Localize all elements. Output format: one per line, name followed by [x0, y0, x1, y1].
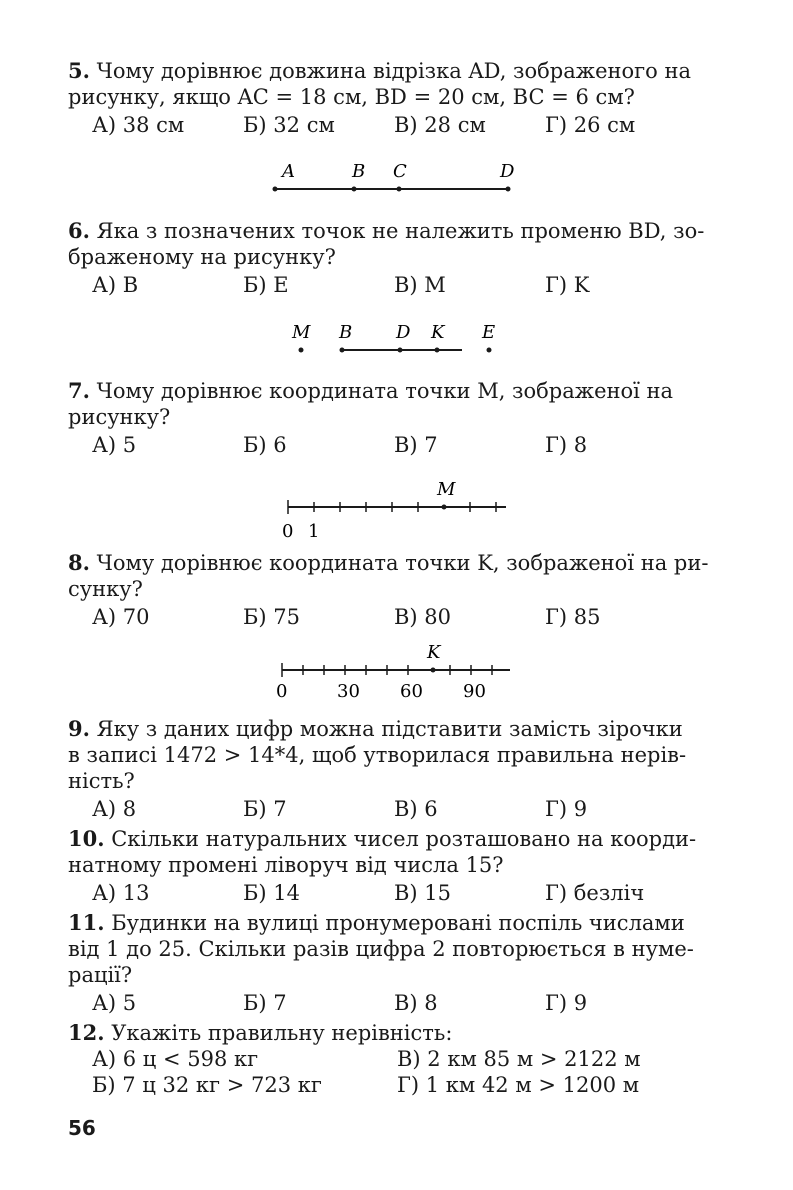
question-text: Чому дорівнює довжина відрізка AD, зображеного на [96, 59, 691, 83]
point-label-a: A [282, 161, 295, 182]
question-text: браженому на рисунку? [68, 245, 336, 269]
question-text: Яка з позначених точок не належить променю BD, зо- [96, 219, 705, 243]
question-text: Укажіть правильну нерівність: [111, 1021, 453, 1045]
point-label-k: K [431, 322, 445, 343]
answer-options-9 [92, 796, 720, 822]
question-10 [68, 826, 720, 878]
point-label-e: E [482, 322, 496, 343]
option-c: В) 2 км 85 м > 2122 м [397, 1047, 641, 1071]
point-label-m: M [292, 322, 311, 343]
tick-label-0: 0 [282, 521, 294, 542]
question-8 [68, 550, 720, 602]
question-number: 9. [68, 716, 90, 741]
option-b: Б) 32 см [243, 113, 335, 137]
option-d: Г) 8 [545, 433, 588, 457]
question-text: Скільки натуральних чисел розташовано на коорди- [111, 827, 697, 851]
option-a: А) 5 [92, 991, 137, 1015]
point-label-d: D [500, 161, 515, 182]
answer-options-5 [92, 112, 720, 138]
option-b: Б) 14 [243, 881, 301, 905]
tick-label-0: 0 [276, 681, 288, 702]
answer-options-11 [92, 990, 720, 1016]
option-d: Г) 9 [545, 991, 588, 1015]
page-content [68, 58, 720, 1098]
option-a: А) 8 [92, 797, 137, 821]
option-b: Б) 7 ц 32 кг > 723 кг [92, 1073, 322, 1097]
question-text: в записі 1472 > 14*4, щоб утворилася правильна нерів- [68, 743, 687, 767]
option-b: Б) 75 [243, 605, 301, 629]
option-d: Г) 26 см [545, 113, 636, 137]
option-a: А) 38 см [92, 113, 185, 137]
option-a: А) 6 ц < 598 кг [92, 1047, 259, 1071]
option-c: В) 28 см [394, 113, 486, 137]
tick-label-30: 30 [337, 681, 360, 702]
question-6 [68, 218, 720, 270]
option-b: Б) 6 [243, 433, 287, 457]
question-5 [68, 58, 720, 110]
option-d: Г) безліч [545, 881, 645, 905]
question-11 [68, 910, 720, 988]
ray-figure-6 [68, 298, 720, 372]
option-d: Г) 9 [545, 797, 588, 821]
question-text: Будинки на вулиці пронумеровані поспіль числами [111, 911, 685, 935]
question-number: 11. [68, 910, 105, 935]
answer-options-7 [92, 432, 720, 458]
question-text: від 1 до 25. Скільки разів цифра 2 повторюється в нуме- [68, 937, 694, 961]
point-label-b: B [352, 161, 366, 182]
option-a: А) 13 [92, 881, 150, 905]
option-b: Б) 7 [243, 991, 287, 1015]
tick-label-60: 60 [400, 681, 423, 702]
segment-figure-5 [68, 138, 720, 210]
answer-options-12 [92, 1046, 720, 1098]
point-label-c: C [393, 161, 407, 182]
point-label-b: B [339, 322, 353, 343]
option-c: В) 6 [394, 797, 438, 821]
tick-label-90: 90 [463, 681, 486, 702]
question-9 [68, 716, 720, 794]
option-b: Б) 7 [243, 797, 287, 821]
question-number: 8. [68, 550, 90, 575]
tick-label-1: 1 [308, 521, 320, 542]
number-ray-figure-7 [68, 458, 720, 542]
option-c: В) 80 [394, 605, 452, 629]
option-d: Г) 85 [545, 605, 601, 629]
question-text: рисунку, якщо AC = 18 см, BD = 20 см, BC = 6 см? [68, 85, 635, 109]
point-label-d: D [396, 322, 411, 343]
question-text: сунку? [68, 577, 143, 601]
number-ray-figure-8 [68, 630, 720, 706]
option-a: А) B [92, 273, 139, 297]
question-12 [68, 1020, 720, 1046]
page-number: 56 [68, 1116, 96, 1140]
option-a: А) 70 [92, 605, 150, 629]
point-label-m: M [437, 479, 456, 500]
question-text: Чому дорівнює координата точки K, зображеної на ри- [96, 551, 709, 575]
question-text: ність? [68, 769, 135, 793]
question-number: 10. [68, 826, 105, 851]
question-number: 6. [68, 218, 90, 243]
option-d: Г) 1 км 42 м > 1200 м [397, 1073, 640, 1097]
question-text: Яку з даних цифр можна підставити замість зірочки [96, 717, 683, 741]
question-number: 12. [68, 1020, 105, 1045]
option-b: Б) E [243, 273, 289, 297]
question-text: натному промені ліворуч від числа 15? [68, 853, 504, 877]
question-number: 7. [68, 378, 90, 403]
answer-options-8 [92, 604, 720, 630]
question-7 [68, 378, 720, 430]
option-c: В) 7 [394, 433, 438, 457]
question-text: рації? [68, 963, 133, 987]
option-a: А) 5 [92, 433, 137, 457]
point-label-k: K [427, 642, 441, 663]
question-number: 5. [68, 58, 90, 83]
option-c: В) 8 [394, 991, 438, 1015]
option-c: В) M [394, 273, 446, 297]
question-text: Чому дорівнює координата точки M, зображеної на [96, 379, 674, 403]
option-c: В) 15 [394, 881, 452, 905]
answer-options-6 [92, 272, 720, 298]
question-text: рисунку? [68, 405, 171, 429]
option-d: Г) K [545, 273, 590, 297]
answer-options-10 [92, 880, 720, 906]
